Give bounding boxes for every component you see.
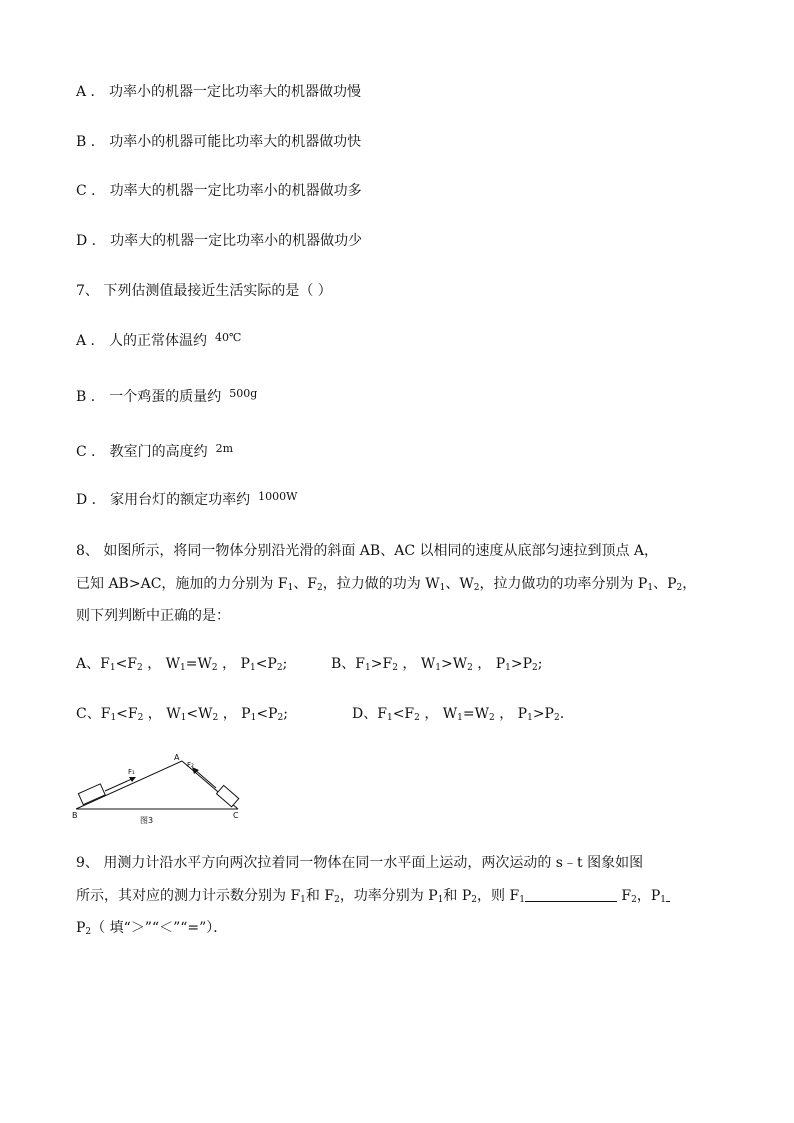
block-on-ac	[216, 785, 238, 806]
q8-stem-line1: 8、 如图所示，将同一物体分别沿光滑的斜面 AB、AC 以相同的速度从底部匀速拉到顶点 A，	[76, 543, 659, 559]
subscript: 2	[137, 663, 143, 673]
subscript: 2	[676, 583, 683, 593]
label-a: A	[174, 753, 180, 762]
subscript: 1	[110, 713, 117, 723]
subscript: 2	[489, 713, 495, 723]
subscript: 1	[180, 663, 186, 673]
q8-opt-text: <F	[392, 706, 415, 722]
subscript: 2	[317, 583, 323, 593]
q8-opt-text: ， P	[218, 706, 251, 722]
q8-option-a	[76, 654, 287, 678]
label-b: B	[72, 811, 78, 820]
q8-opt-text: <W	[186, 706, 213, 722]
answer-blank-f[interactable]	[525, 887, 617, 902]
subscript: 1	[660, 895, 666, 905]
subscript: 1	[647, 583, 654, 593]
q8-text: ，拉力做功的功率分别为 P	[479, 576, 648, 592]
q8-text: 、F	[293, 576, 318, 592]
subscript: 2	[392, 663, 398, 673]
q9-stem-line3	[76, 918, 227, 942]
q9-text: （ 填“＞”“＜”“=”）．	[91, 920, 228, 936]
q6-option-b: B ． 功率小的机器可能比功率大的机器做功快	[76, 134, 362, 150]
q8-opt-text: ， W	[397, 656, 436, 672]
subscript: 1	[287, 583, 294, 593]
q9-text: 和 P	[443, 888, 472, 904]
q8-option-b	[331, 654, 543, 678]
q8-opt-text: =W	[462, 706, 490, 722]
q7-stem: 7、 下列估测值最接近生活实际的是（ ）	[76, 283, 332, 299]
q8-opt-text: .	[559, 706, 565, 722]
q8-opt-text: B、F	[331, 656, 366, 672]
subscript: 1	[437, 895, 444, 905]
q8-opt-text: <F	[116, 706, 138, 722]
q8-opt-text: <P	[255, 656, 277, 672]
q9-text: 和 F	[305, 888, 335, 904]
subscript: 2	[137, 713, 144, 723]
q7-option-b-text: B ． 一个鸡蛋的质量约	[76, 389, 222, 405]
subscript: 1	[180, 713, 187, 723]
q8-opt-text: ;	[282, 656, 288, 672]
subscript: 2	[334, 895, 340, 905]
subscript: 2	[277, 713, 284, 723]
q6-option-d: D ． 功率大的机器一定比功率小的机器做功少	[76, 233, 363, 249]
label-f2: F₂	[187, 761, 194, 769]
q8-opt-text: <P	[256, 706, 278, 722]
q7-option-b	[76, 387, 257, 408]
q7-option-a	[76, 331, 241, 352]
subscript: 2	[85, 927, 92, 937]
subscript: 2	[276, 663, 283, 673]
incline-figure	[70, 750, 250, 828]
q8-opt-text: ， P	[217, 656, 250, 672]
subscript: 1	[519, 895, 525, 905]
q8-opt-text: ， P	[472, 656, 506, 672]
q9-stem-line2	[76, 886, 670, 910]
q8-opt-text: >F	[370, 656, 393, 672]
q7-option-c-value: 2m	[215, 442, 234, 455]
q7-option-b-value: 500g	[229, 387, 258, 400]
q9-text: ，P	[636, 888, 661, 904]
label-f1: F₁	[128, 768, 135, 776]
q8-opt-text: ;	[283, 706, 288, 722]
q8-option-d	[352, 704, 564, 728]
subscript: 2	[414, 713, 420, 723]
q8-opt-text: =W	[185, 656, 212, 672]
q8-stem-line3: 则下列判断中正确的是：	[76, 608, 230, 624]
subscript: 2	[471, 895, 478, 905]
q9-text: P	[76, 920, 86, 936]
answer-blank-p[interactable]	[666, 887, 670, 902]
q7-option-d	[76, 490, 297, 511]
subscript: 2	[631, 895, 637, 905]
q8-text: 、W	[445, 576, 474, 592]
subscript: 1	[109, 663, 116, 673]
q8-opt-text: ， W	[419, 706, 458, 722]
force-f2-arrow	[194, 769, 216, 788]
q9-text: ，功率分别为 P	[339, 888, 438, 904]
figure-caption: 图3	[140, 816, 154, 825]
q8-option-c	[76, 704, 288, 728]
q9-text: F	[616, 888, 632, 904]
q8-opt-text: ， P	[494, 706, 528, 722]
subscript: 1	[439, 583, 446, 593]
q9-text: ，则 F	[477, 888, 520, 904]
subscript: 1	[457, 713, 463, 723]
q8-opt-text: C、F	[76, 706, 111, 722]
subscript: 2	[212, 713, 219, 723]
q8-text: 已知 AB>AC，施加的力分别为 F	[76, 576, 288, 592]
subscript: 1	[527, 713, 533, 723]
q7-option-d-text: D ． 家用台灯的额定功率约	[76, 492, 251, 508]
q7-option-a-text: A ． 人的正常体温约	[76, 333, 208, 349]
subscript: 2	[467, 663, 473, 673]
subscript: 1	[365, 663, 371, 673]
q9-text: 所示，其对应的测力计示数分别为 F	[76, 888, 301, 904]
q8-text: 、P	[653, 576, 677, 592]
q8-text: ，	[682, 576, 697, 592]
q8-opt-text: >W	[440, 656, 468, 672]
q7-option-d-value: 1000W	[258, 490, 298, 503]
subscript: 1	[386, 713, 393, 723]
subscript: 1	[249, 663, 256, 673]
label-c: C	[233, 811, 239, 820]
q8-opt-text: <F	[115, 656, 138, 672]
q9-stem-line1: 9、 用测力计沿水平方向两次拉着同一物体在同一水平面上运动，两次运动的 s﹣t 图象如图	[76, 855, 644, 871]
q6-option-a: A ． 功率小的机器一定比功率大的机器做功慢	[76, 84, 362, 100]
subscript: 1	[250, 713, 257, 723]
q8-opt-text: A、F	[76, 656, 110, 672]
q7-option-c	[76, 442, 233, 463]
q8-text: ，拉力做的功为 W	[322, 576, 440, 592]
q7-option-a-value: 40℃	[215, 331, 242, 344]
subscript: 1	[435, 663, 441, 673]
q8-opt-text: ， W	[142, 656, 181, 672]
q8-opt-text: >P	[532, 706, 554, 722]
subscript: 2	[532, 663, 538, 673]
q8-opt-text: >P	[510, 656, 533, 672]
subscript: 1	[505, 663, 511, 673]
subscript: 1	[300, 895, 306, 905]
subscript: 2	[211, 663, 218, 673]
q8-opt-text: D、F	[352, 706, 387, 722]
q8-stem-line2	[76, 574, 696, 598]
subscript: 2	[473, 583, 480, 593]
q7-option-c-text: C ． 教室门的高度约	[76, 444, 208, 460]
q6-option-c: C ． 功率大的机器一定比功率小的机器做功多	[76, 183, 362, 199]
q8-opt-text: ;	[537, 656, 543, 672]
q8-opt-text: ， W	[143, 706, 181, 722]
subscript: 2	[553, 713, 560, 723]
